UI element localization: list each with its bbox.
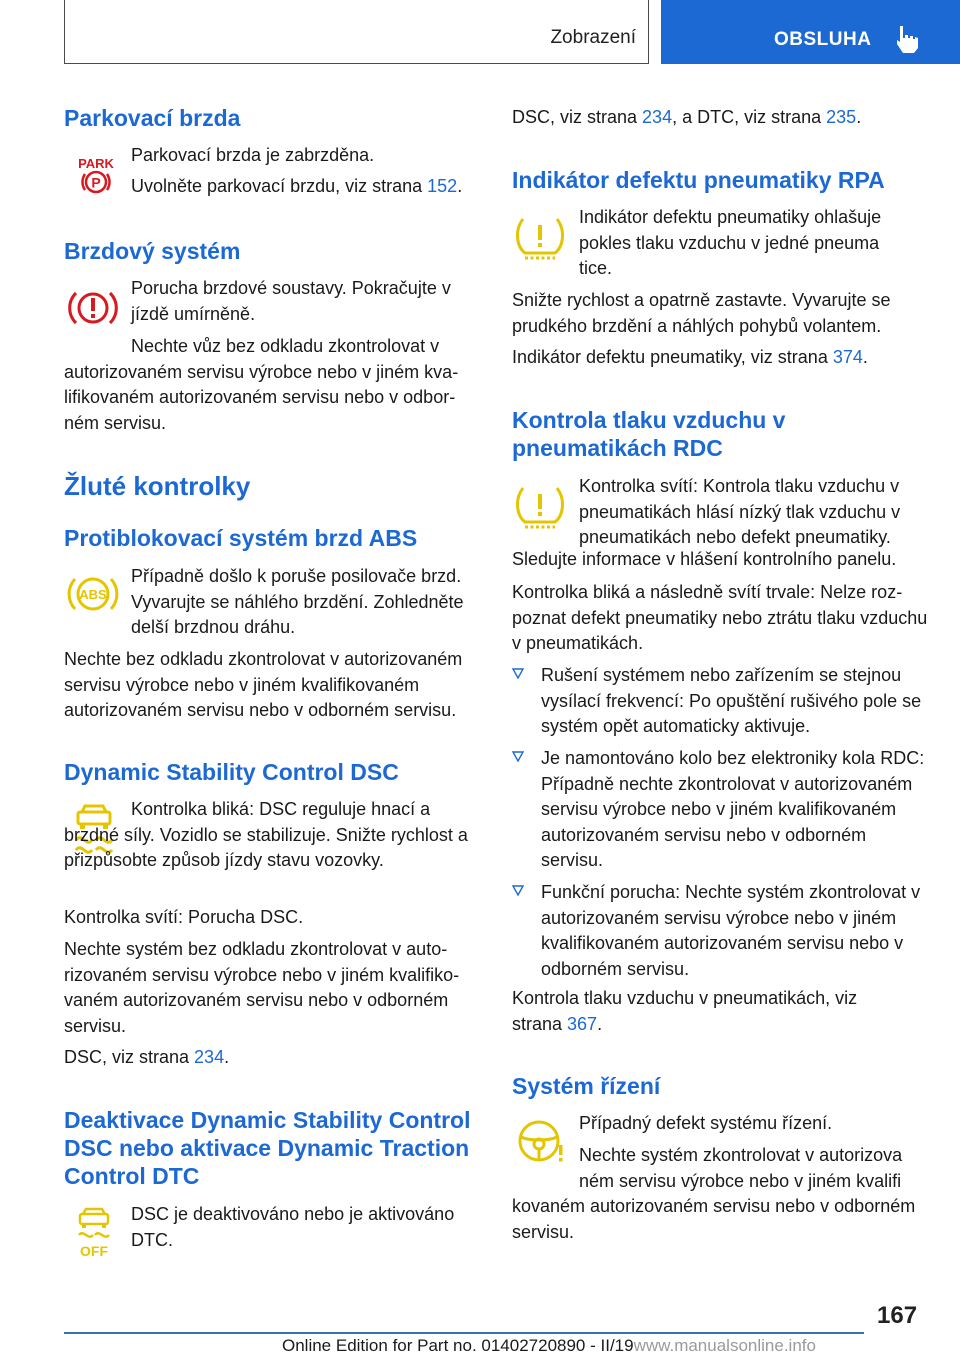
page-link[interactable]: 235 xyxy=(826,107,857,127)
rpa-text-3: Indikátor defektu pneumatiky, viz strana 374. xyxy=(512,347,868,367)
park-icon xyxy=(73,155,119,195)
dtc-heading: Deaktivace Dynamic Stability Control DSC nebo aktivace Dynamic Traction Control DTC xyxy=(64,1107,471,1189)
triangle-bullet-icon xyxy=(512,750,524,762)
footer-edition: Online Edition for Part no. 01402720890 - II/19www.manualsonline.info xyxy=(282,1336,816,1355)
brake-text-line-2: jízdě umírněně. xyxy=(131,303,256,324)
dtc-text-line-2: DTC. xyxy=(131,1229,173,1250)
page-link[interactable]: 374 xyxy=(832,347,863,367)
page-link[interactable]: 234 xyxy=(642,107,673,127)
rpa-text-line-1: Indikátor defektu pneumatiky ohlašuje xyxy=(579,207,882,227)
abs-heading: Protiblokovací systém brzd ABS xyxy=(64,525,418,551)
svg-text:P: P xyxy=(91,174,101,191)
page-link[interactable]: 234 xyxy=(194,1047,225,1067)
triangle-bullet-icon xyxy=(512,884,524,896)
brake-text-2: Nechte vůz bez odkladu zkontrolovat v autorizovaném servisu výrobce nebo v jiném kvalifikovaném autorizovaném servisu nebo v odborném servisu. xyxy=(64,336,459,433)
svg-text:PARK: PARK xyxy=(78,156,114,171)
dsc-dtc-continued: DSC, viz strana 234, a DTC, viz strana 235. xyxy=(512,107,862,127)
triangle-bullet-icon xyxy=(512,667,524,679)
rdc-text-line-1: Kontrolka svítí: Kontrola tlaku vzduchu v xyxy=(579,476,900,496)
abs-icon xyxy=(66,573,120,615)
steering-text-line-3: ném servisu výrobce nebo v jiném kvalifi xyxy=(579,1170,902,1191)
page-link[interactable]: 152 xyxy=(427,176,458,196)
chapter-tab-label: OBSLUHA xyxy=(774,29,872,50)
park-brake-heading: Parkovací brzda xyxy=(64,105,241,131)
svg-text:ABS: ABS xyxy=(79,587,107,602)
dsc-heading: Dynamic Stability Control DSC xyxy=(64,759,399,785)
list-item-text: Funkční porucha: Nechte systém zkontrolovat v autorizovaném servisu výrobce nebo v jiném kvalifikovaném autorizovaném servisu nebo v odborném servisu. xyxy=(541,882,921,979)
rdc-heading: Kontrola tlaku vzduchu v pneumatikách RDC xyxy=(512,407,786,461)
footer-divider xyxy=(64,1332,864,1334)
rdc-text-3: Kontrola tlaku vzduchu v pneumatikách, viz strana 367. xyxy=(512,988,858,1034)
steering-text-line-2: Nechte systém zkontrolovat v autorizova xyxy=(579,1145,903,1165)
rdc-text-line-2: pneumatikách hlásí nízký tlak vzduchu v xyxy=(579,501,901,522)
rpa-text-2: Snižte rychlost a opatrně zastavte. Vyvarujte se prudkého brzdění a náhlých pohybů volantem. xyxy=(512,290,891,336)
watermark: www.manualsonline.info xyxy=(633,1336,816,1355)
rpa-text-line-3: tice. xyxy=(579,258,613,278)
abs-text-line-3: delší brzdnou dráhu. xyxy=(131,617,296,637)
rpa-heading: Indikátor defektu pneumatiky RPA xyxy=(512,167,885,193)
dsc-text-3: Nechte systém bez odkladu zkontrolovat v autorizovaném servisu výrobce nebo v jiném kvalifikovaném autorizovaném servisu nebo v odborném servisu. xyxy=(64,939,460,1036)
list-item-text: Je namontováno kolo bez elektroniky kola RDC: Případně nechte zkontrolovat v autorizovaném servisu výrobce nebo v jiném kvalifikovaném autorizovaném servisu nebo v odborném servisu. xyxy=(541,748,925,870)
brake-warning-icon xyxy=(66,287,120,329)
tire-pressure-icon xyxy=(515,484,565,530)
rpa-text-line-2: pokles tlaku vzduchu v jedné pneuma xyxy=(579,232,880,253)
dsc-text-4: DSC, viz strana 234. xyxy=(64,1047,230,1067)
dsc-off-icon xyxy=(74,1207,114,1257)
list-item-text: Rušení systémem nebo zařízením se stejnou vysílací frekvencí: Po opuštění rušivého pole se systém opět automaticky aktivuje. xyxy=(541,665,922,736)
steering-heading: Systém řízení xyxy=(512,1073,661,1099)
chapter-tab[interactable] xyxy=(661,0,960,64)
dtc-text-line-1: DSC je deaktivováno nebo je aktivováno xyxy=(131,1204,455,1224)
dsc-text-2: Kontrolka svítí: Porucha DSC. xyxy=(64,907,304,927)
section-title: Zobrazení xyxy=(550,27,636,48)
rdc-text-line-3: pneumatikách nebo defekt pneumatiky. xyxy=(579,527,891,547)
abs-text-line-1: Případně došlo k poruše posilovače brzd. xyxy=(131,566,462,586)
steering-wheel-warning-icon xyxy=(515,1117,567,1165)
hand-pointer-icon xyxy=(894,24,920,54)
brake-text-line-1: Porucha brzdové soustavy. Pokračujte v xyxy=(131,278,451,298)
page-link[interactable]: 367 xyxy=(567,1013,598,1034)
abs-text-line-2: Vyvarujte se náhlého brzdění. Zohledněte xyxy=(131,591,464,612)
yellow-lights-heading: Žluté kontrolky xyxy=(64,471,251,501)
brake-system-heading: Brzdový systém xyxy=(64,238,241,264)
svg-text:OFF: OFF xyxy=(80,1243,108,1257)
header-section-box xyxy=(64,0,649,64)
steering-text-line-1: Případný defekt systému řízení. xyxy=(579,1113,833,1133)
page-number: 167 xyxy=(877,1302,918,1329)
rdc-text-line-4: Sledujte informace v hlášení kontrolního panelu. xyxy=(512,549,897,569)
park-text-1: Parkovací brzda je zabrzděna. xyxy=(131,145,375,165)
abs-text-2: Nechte bez odkladu zkontrolovat v autorizovaném servisu výrobce nebo v jiném kvalifikovaném autorizovaném servisu nebo v odborném servisu. xyxy=(64,649,463,720)
steering-text-rest: kovaném autorizovaném servisu nebo v odborném servisu. xyxy=(512,1196,916,1242)
park-text-2: Uvolněte parkovací brzdu, viz strana 152. xyxy=(131,176,463,196)
tire-pressure-icon xyxy=(515,215,565,261)
rdc-text-2: Kontrolka bliká a následně svítí trvale: Nelze rozpoznat defekt pneumatiky nebo ztrátu tlaku vzduchu v pneumatikách. xyxy=(512,582,928,653)
dsc-text-1: Kontrolka bliká: DSC reguluje hnací a brzdné síly. Vozidlo se stabilizuje. Snižte rychlost a přizpůsobte způsob jízdy stavu vozovky. xyxy=(64,799,468,870)
